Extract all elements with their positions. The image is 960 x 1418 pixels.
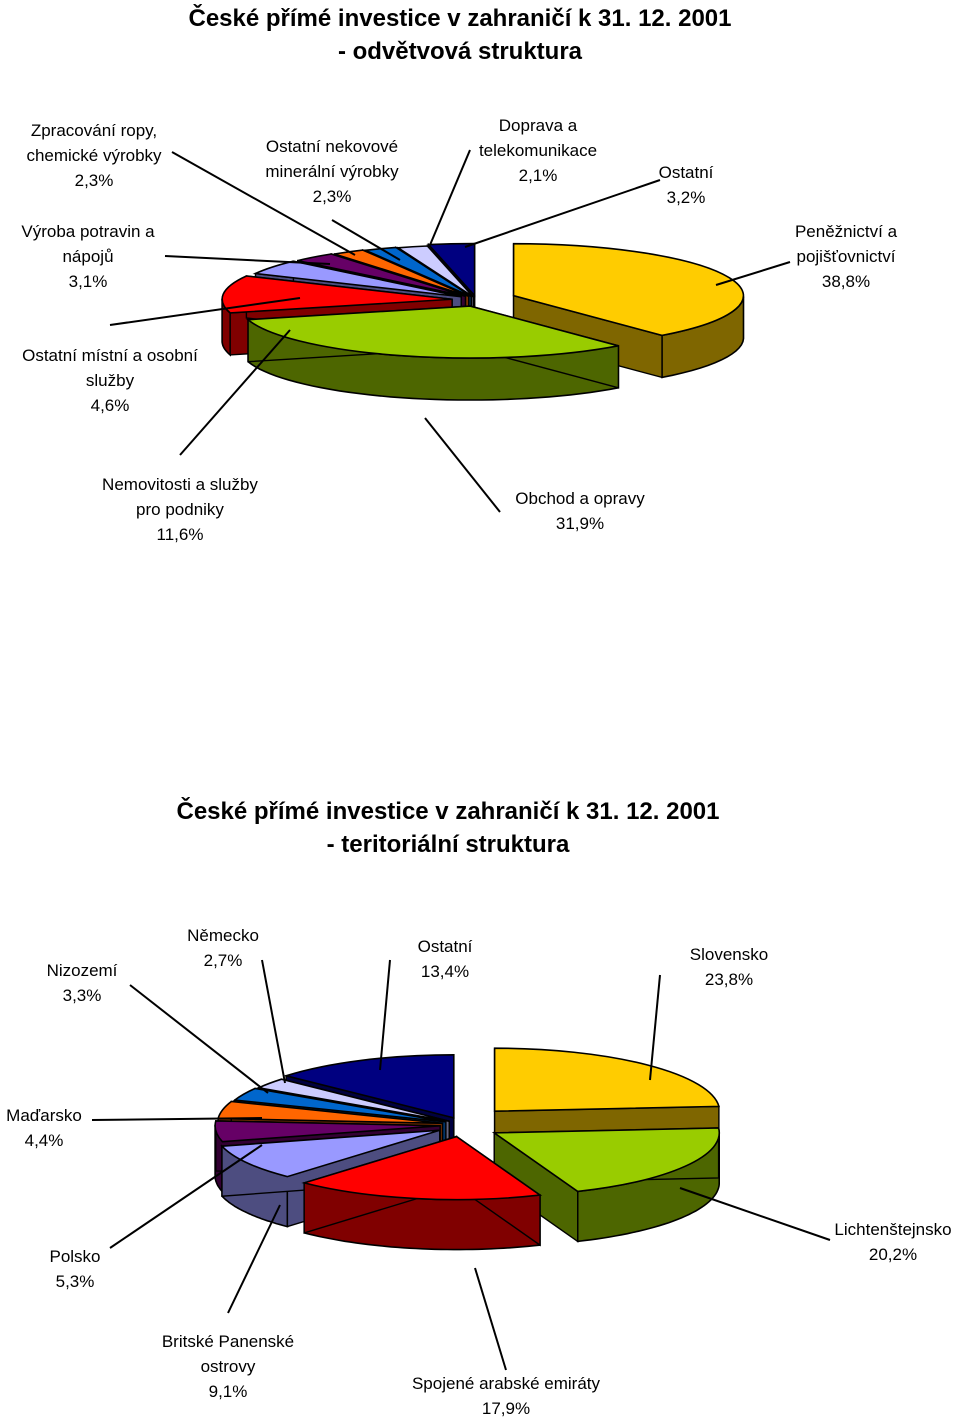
slice-name: Doprava a	[498, 116, 578, 135]
slice-label-britske-panenske-ostrovy	[162, 1205, 294, 1401]
slice-value-label: 2,3%	[312, 187, 352, 206]
slice-value-label: 13,4%	[420, 962, 470, 981]
slice-value-label: 2,1%	[518, 166, 558, 185]
slice-label-nizozemi	[47, 961, 268, 1093]
sector-pie-chart	[21, 4, 897, 544]
territory-pie-chart	[6, 797, 951, 1418]
leader-line	[475, 1268, 506, 1370]
slice-value-label: 4,6%	[90, 396, 130, 415]
slice-label-ostatni	[380, 937, 473, 1070]
slice-value-label: 31,9%	[555, 514, 605, 533]
chart-title-line: České přímé investice v zahraničí k 31. 12. 2001	[188, 5, 732, 32]
chart-title-line: - teritoriální struktura	[326, 831, 570, 858]
slice-name: chemické výrobky	[26, 146, 162, 165]
slice-value-label: 2,7%	[203, 951, 243, 970]
slice-name: pojišťovnictví	[796, 247, 896, 266]
slice-value-label: 17,9%	[481, 1399, 531, 1418]
slice-value-label: 23,8%	[704, 970, 754, 989]
slice-name: Nemovitosti a služby	[102, 475, 258, 494]
slice-value-label: 3,3%	[62, 986, 102, 1005]
slice-value-label: 2,3%	[74, 171, 114, 190]
slice-label-obchod-a-opravy	[425, 418, 645, 533]
pie-slice-top	[495, 1048, 719, 1111]
slice-label-lichtenstejnsko	[680, 1188, 952, 1264]
leader-line	[680, 1188, 830, 1240]
slice-name: Ostatní	[658, 163, 714, 182]
slice-name: Ostatní nekovové	[265, 137, 399, 156]
slice-label-ostatni	[465, 163, 714, 247]
leader-line	[716, 262, 790, 285]
slice-name: nápojů	[62, 247, 114, 266]
slice-value-label: 11,6%	[156, 525, 204, 544]
leader-line	[430, 150, 470, 245]
slice-name: minerální výrobky	[265, 162, 399, 181]
chart-title-line: - odvětvová struktura	[337, 38, 583, 65]
slice-name: Výroba potravin a	[21, 222, 155, 241]
leader-line	[380, 960, 390, 1070]
slice-name: Ostatní	[417, 937, 473, 956]
leader-line	[130, 985, 268, 1093]
slice-label-peneznictvi-a-pojistovnictvi	[716, 222, 898, 291]
slice-value-label: 5,3%	[55, 1272, 95, 1291]
slice-label-nemecko	[187, 926, 285, 1083]
slice-label-doprava-a-telekomunikace	[430, 116, 597, 245]
leader-line	[465, 180, 660, 247]
slice-name: Maďarsko	[6, 1106, 82, 1125]
leader-line	[228, 1205, 280, 1313]
slice-name: Spojené arabské emiráty	[411, 1374, 601, 1393]
slice-value-label: 20,2%	[868, 1245, 918, 1264]
leader-line	[425, 418, 500, 512]
slice-name: Ostatní místní a osobní	[22, 346, 198, 365]
chart-title-line: České přímé investice v zahraničí k 31. 12. 2001	[176, 798, 720, 825]
slice-value-label: 4,4%	[24, 1131, 64, 1150]
slice-name: telekomunikace	[478, 141, 598, 160]
slice-name: Německo	[187, 926, 259, 945]
slice-value-label: 3,2%	[666, 188, 706, 207]
slice-name: Obchod a opravy	[515, 489, 645, 508]
slice-name: Slovensko	[689, 945, 769, 964]
leader-line	[650, 975, 660, 1080]
slice-value-label: 3,1%	[68, 272, 108, 291]
slice-name: Lichtenštejnsko	[834, 1220, 952, 1239]
slice-name: Britské Panenské	[161, 1332, 295, 1351]
slice-name: pro podniky	[136, 500, 224, 519]
slice-name: Polsko	[49, 1247, 101, 1266]
slice-name: Zpracování ropy,	[30, 121, 158, 140]
slice-name: ostrovy	[200, 1357, 256, 1376]
slice-name: Peněžnictví a	[794, 222, 898, 241]
slice-name: Nizozemí	[46, 961, 118, 980]
slice-label-slovensko	[650, 945, 768, 1080]
slice-label-spojene-arabske-emiraty	[412, 1268, 601, 1418]
slice-value-label: 9,1%	[208, 1382, 248, 1401]
leader-line	[262, 960, 285, 1083]
slice-value-label: 38,8%	[821, 272, 871, 291]
slice-name: služby	[85, 371, 135, 390]
slice-label-polsko	[49, 1145, 262, 1291]
